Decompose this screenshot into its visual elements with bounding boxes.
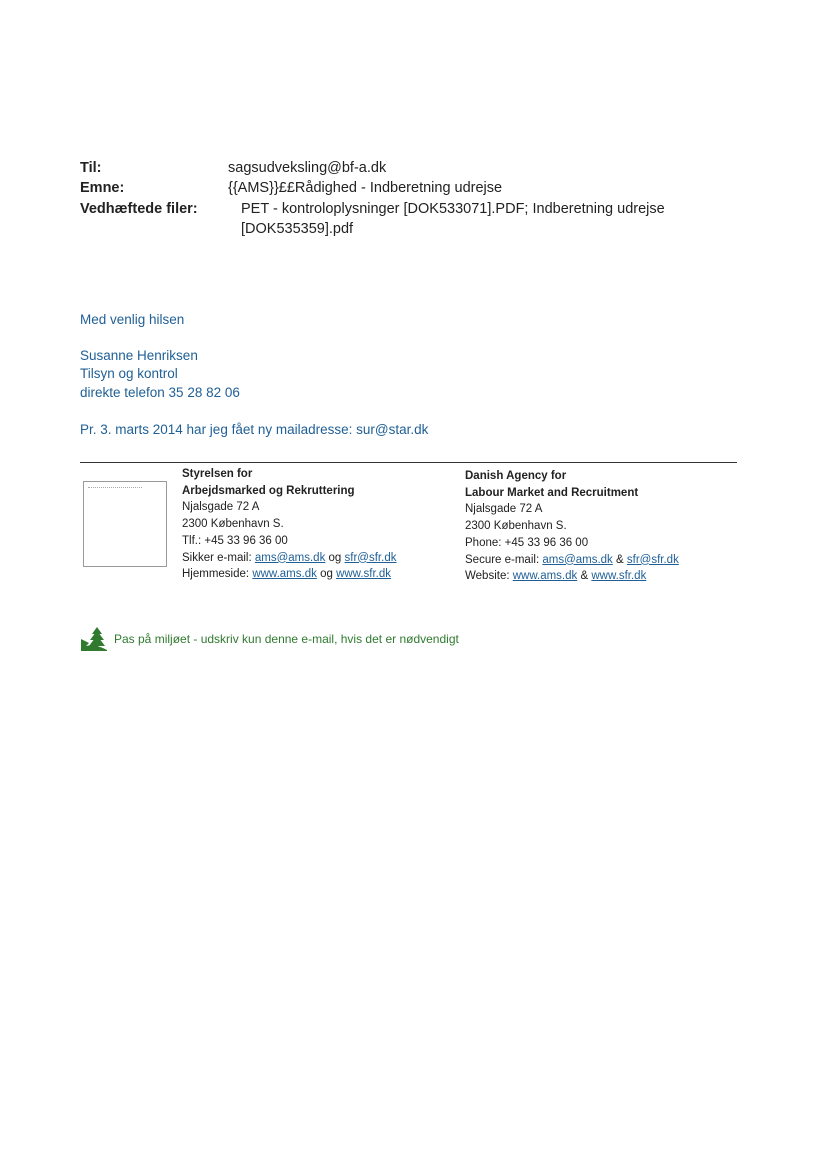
english-email-link-sfr[interactable]: sfr@sfr.dk xyxy=(626,553,679,566)
danish-email-conj: og xyxy=(328,551,342,564)
sender-name: Susanne Henriksen xyxy=(80,348,198,363)
eco-text: Pas på miljøet - udskriv kun denne e-mail, hvis det er nødvendigt xyxy=(114,632,459,646)
english-web-link-sfr[interactable]: www.sfr.dk xyxy=(591,570,647,583)
danish-email-link-sfr[interactable]: sfr@sfr.dk xyxy=(344,551,397,564)
english-email-conj: & xyxy=(616,553,624,566)
danish-web-link-ams[interactable]: www.ams.dk xyxy=(252,568,317,581)
new-email-notice: Pr. 3. marts 2014 har jeg fået ny mailadresse: sur@star.dk xyxy=(80,422,429,437)
attachments-label: Vedhæftede filer: xyxy=(80,201,198,217)
english-email-line xyxy=(465,552,679,569)
sender-department: Tilsyn og kontrol xyxy=(80,366,178,381)
english-org-line2: Labour Market and Recruitment xyxy=(465,486,639,499)
logo-placeholder xyxy=(83,481,167,567)
tree-icon xyxy=(80,626,108,652)
english-web-label: Website: xyxy=(465,570,510,583)
subject-label: Emne: xyxy=(80,180,125,196)
subject-value: {{AMS}}££Rådighed - Indberetning udrejse xyxy=(228,180,503,196)
danish-street: Njalsgade 72 A xyxy=(182,501,260,514)
english-city: 2300 København S. xyxy=(465,520,567,533)
eco-footer xyxy=(80,626,459,652)
english-web-line xyxy=(465,568,679,585)
attachments-value-line2: [DOK535359].pdf xyxy=(241,221,354,237)
english-org-line1: Danish Agency for xyxy=(465,470,567,482)
english-email-label: Secure e-mail: xyxy=(465,553,540,566)
danish-web-conj: og xyxy=(320,568,333,581)
danish-org-line1: Styrelsen for xyxy=(182,468,253,480)
english-street: Njalsgade 72 A xyxy=(465,503,543,516)
to-label: Til: xyxy=(80,160,102,176)
english-phone: Phone: +45 33 96 36 00 xyxy=(465,536,589,549)
danish-email-link-ams[interactable]: ams@ams.dk xyxy=(254,551,326,564)
danish-email-line xyxy=(182,550,396,567)
english-email-link-ams[interactable]: ams@ams.dk xyxy=(542,553,613,566)
english-web-link-ams[interactable]: www.ams.dk xyxy=(512,570,578,583)
to-value: sagsudveksling@bf-a.dk xyxy=(228,160,387,176)
danish-email-label: Sikker e-mail: xyxy=(182,551,252,564)
danish-contact-block xyxy=(182,466,396,583)
danish-phone: Tlf.: +45 33 96 36 00 xyxy=(182,534,288,547)
divider xyxy=(80,462,737,463)
danish-city: 2300 København S. xyxy=(182,518,284,531)
greeting: Med venlig hilsen xyxy=(80,312,185,327)
english-web-conj: & xyxy=(580,570,589,583)
attachments-value-line1: PET - kontroloplysninger [DOK533071].PDF; Indberetning udrejse xyxy=(241,201,665,217)
danish-web-line xyxy=(182,566,396,583)
sender-phone: direkte telefon 35 28 82 06 xyxy=(80,385,240,400)
danish-org-line2: Arbejdsmarked og Rekruttering xyxy=(182,484,355,497)
danish-web-label: Hjemmeside: xyxy=(182,568,250,581)
english-contact-block xyxy=(465,468,679,585)
danish-web-link-sfr[interactable]: www.sfr.dk xyxy=(336,568,392,581)
